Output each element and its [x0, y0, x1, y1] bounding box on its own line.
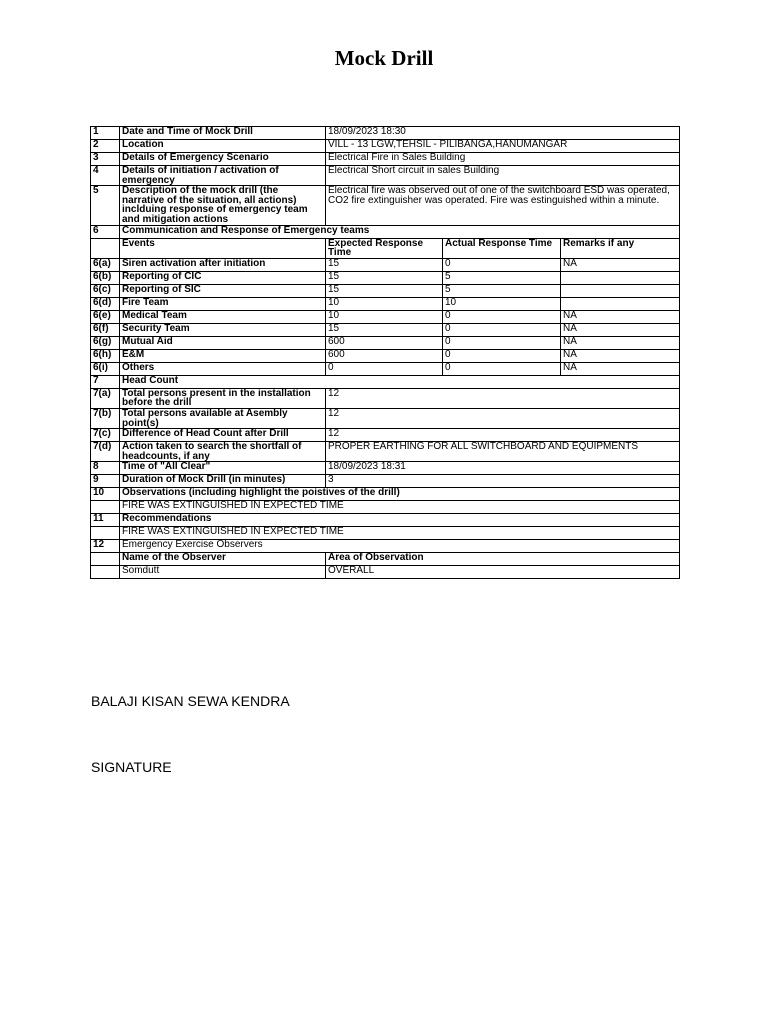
table-row	[91, 362, 680, 375]
table-row	[91, 271, 680, 284]
row-value: PROPER EARTHING FOR ALL SWITCHBOARD AND EQUIPMENTS	[326, 442, 680, 462]
remarks: NA	[561, 362, 680, 375]
event-label: Reporting of SIC	[120, 284, 326, 297]
table-row	[91, 388, 680, 408]
expected-time: 15	[326, 284, 443, 297]
row-number: 6(i)	[91, 362, 120, 375]
table-row	[91, 408, 680, 428]
table-row	[91, 238, 680, 258]
event-label: Siren activation after initiation	[120, 258, 326, 271]
table-row	[91, 310, 680, 323]
actual-time: 0	[443, 310, 561, 323]
event-label: Security Team	[120, 323, 326, 336]
row-text: FIRE WAS EXTINGUISHED IN EXPECTED TIME	[120, 527, 680, 540]
row-number: 2	[91, 140, 120, 153]
remarks: NA	[561, 258, 680, 271]
row-number: 6(c)	[91, 284, 120, 297]
row-number: 4	[91, 166, 120, 186]
mock-drill-table	[90, 126, 680, 579]
row-label: Description of the mock drill (the narrative of the situation, all actions) inclduing response of emergency team and mitigation actions	[120, 186, 326, 225]
section-heading: Observations (including highlight the poistives of the drill)	[120, 488, 680, 501]
row-number: 1	[91, 127, 120, 140]
row-number	[91, 566, 120, 579]
row-value: VILL - 13 LGW,TEHSIL - PILIBANGA,HANUMANGAR	[326, 140, 680, 153]
row-label: Action taken to search the shortfall of headcounts, if any	[120, 442, 326, 462]
expected-time: 600	[326, 349, 443, 362]
table-row	[91, 475, 680, 488]
row-number: 9	[91, 475, 120, 488]
table-row	[91, 284, 680, 297]
table-row	[91, 153, 680, 166]
table-row	[91, 442, 680, 462]
actual-time: 0	[443, 336, 561, 349]
event-label: Reporting of CIC	[120, 271, 326, 284]
row-number: 7(b)	[91, 408, 120, 428]
remarks	[561, 297, 680, 310]
row-label: Time of "All Clear"	[120, 462, 326, 475]
row-number: 7	[91, 375, 120, 388]
event-label: Medical Team	[120, 310, 326, 323]
row-value: Area of Observation	[326, 553, 680, 566]
row-number	[91, 553, 120, 566]
organization-name: BALAJI KISAN SEWA KENDRA	[91, 693, 290, 709]
row-value: Electrical fire was observed out of one of the switchboard ESD was operated, CO2 fire extinguisher was operated. Fire was estinguished within a minute.	[326, 186, 680, 225]
remarks: NA	[561, 336, 680, 349]
row-value: OVERALL	[326, 566, 680, 579]
row-number: 12	[91, 540, 120, 553]
expected-time: 15	[326, 323, 443, 336]
row-number: 7(c)	[91, 429, 120, 442]
table-row	[91, 225, 680, 238]
expected-time: Expected Response Time	[326, 238, 443, 258]
expected-time: 15	[326, 258, 443, 271]
expected-time: 15	[326, 271, 443, 284]
row-number: 8	[91, 462, 120, 475]
row-number	[91, 501, 120, 514]
actual-time: 0	[443, 349, 561, 362]
row-label: Location	[120, 140, 326, 153]
expected-time: 10	[326, 310, 443, 323]
page-title: Mock Drill	[334, 46, 434, 70]
event-label: Others	[120, 362, 326, 375]
row-value: 12	[326, 408, 680, 428]
table-row	[91, 566, 680, 579]
remarks: NA	[561, 349, 680, 362]
remarks: NA	[561, 323, 680, 336]
table-row	[91, 375, 680, 388]
row-value: 18/09/2023 18:31	[326, 462, 680, 475]
event-label: Mutual Aid	[120, 336, 326, 349]
row-text: FIRE WAS EXTINGUISHED IN EXPECTED TIME	[120, 501, 680, 514]
actual-time: 0	[443, 258, 561, 271]
actual-time: 5	[443, 271, 561, 284]
remarks	[561, 284, 680, 297]
row-number: 10	[91, 488, 120, 501]
table-row	[91, 127, 680, 140]
table-row	[91, 166, 680, 186]
row-number: 6	[91, 225, 120, 238]
table-row	[91, 514, 680, 527]
section-heading: Communication and Response of Emergency teams	[120, 225, 680, 238]
actual-time: 10	[443, 297, 561, 310]
row-number: 11	[91, 514, 120, 527]
actual-time: Actual Response Time	[443, 238, 561, 258]
row-label: Details of initiation / activation of emergency	[120, 166, 326, 186]
row-value: 12	[326, 388, 680, 408]
row-label: Date and Time of Mock Drill	[120, 127, 326, 140]
actual-time: 5	[443, 284, 561, 297]
table-row	[91, 462, 680, 475]
table-row	[91, 501, 680, 514]
table-row	[91, 258, 680, 271]
row-label: Difference of Head Count after Drill	[120, 429, 326, 442]
row-value: 3	[326, 475, 680, 488]
row-number: 7(d)	[91, 442, 120, 462]
row-label: Total persons present in the installation before the drill	[120, 388, 326, 408]
event-label: Events	[120, 238, 326, 258]
row-label: Duration of Mock Drill (in minutes)	[120, 475, 326, 488]
row-value: Electrical Fire in Sales Building	[326, 153, 680, 166]
table-row	[91, 336, 680, 349]
section-heading: Head Count	[120, 375, 680, 388]
row-number	[91, 527, 120, 540]
row-label: Somdutt	[120, 566, 326, 579]
row-number: 6(b)	[91, 271, 120, 284]
row-number: 6(g)	[91, 336, 120, 349]
expected-time: 10	[326, 297, 443, 310]
row-number: 7(a)	[91, 388, 120, 408]
table-row	[91, 488, 680, 501]
row-value: 18/09/2023 18:30	[326, 127, 680, 140]
table-row	[91, 140, 680, 153]
row-label: Details of Emergency Scenario	[120, 153, 326, 166]
row-value: Electrical Short circuit in sales Building	[326, 166, 680, 186]
signature-label: SIGNATURE	[91, 759, 172, 775]
table-row	[91, 297, 680, 310]
row-number: 6(a)	[91, 258, 120, 271]
table-row	[91, 540, 680, 553]
table-row	[91, 186, 680, 225]
expected-time: 600	[326, 336, 443, 349]
row-number: 6(h)	[91, 349, 120, 362]
row-text: Emergency Exercise Observers	[120, 540, 680, 553]
remarks	[561, 271, 680, 284]
row-number: 6(e)	[91, 310, 120, 323]
actual-time: 0	[443, 362, 561, 375]
table-row	[91, 527, 680, 540]
actual-time: 0	[443, 323, 561, 336]
row-number: 6(d)	[91, 297, 120, 310]
section-heading: Recommendations	[120, 514, 680, 527]
row-number	[91, 238, 120, 258]
table-row	[91, 349, 680, 362]
event-label: E&M	[120, 349, 326, 362]
remarks: NA	[561, 310, 680, 323]
remarks: Remarks if any	[561, 238, 680, 258]
row-number: 3	[91, 153, 120, 166]
row-number: 6(f)	[91, 323, 120, 336]
table-row	[91, 429, 680, 442]
table-row	[91, 553, 680, 566]
table-row	[91, 323, 680, 336]
row-number: 5	[91, 186, 120, 225]
row-value: 12	[326, 429, 680, 442]
expected-time: 0	[326, 362, 443, 375]
row-label: Name of the Observer	[120, 553, 326, 566]
event-label: Fire Team	[120, 297, 326, 310]
row-label: Total persons available at Asembly point(s)	[120, 408, 326, 428]
